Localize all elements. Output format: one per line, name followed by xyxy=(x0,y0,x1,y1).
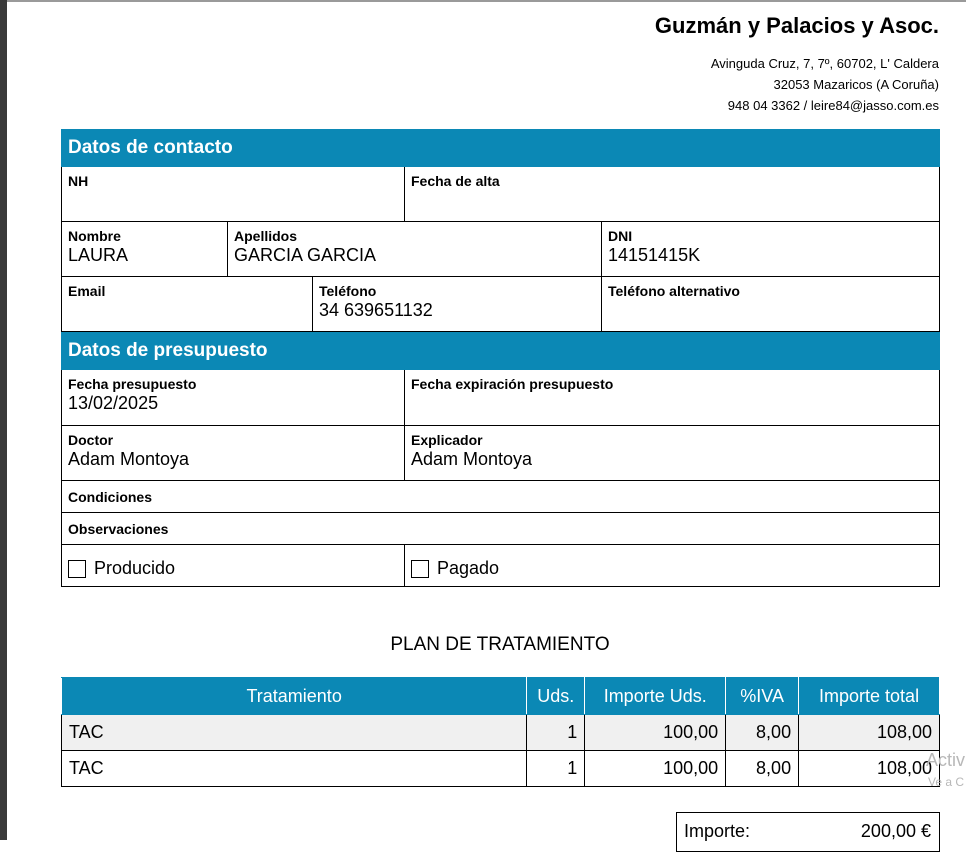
fecha-presupuesto-cell xyxy=(62,370,404,425)
doctor-label: Doctor xyxy=(68,432,114,448)
doctor-cell xyxy=(62,426,404,480)
telefono-cell xyxy=(312,277,601,331)
fecha-expiracion-cell xyxy=(404,370,939,425)
budget-section-header: Datos de presupuesto xyxy=(61,332,940,370)
cell-tratamiento: TAC xyxy=(62,751,527,787)
activation-watermark-subtext: Ve a C xyxy=(928,775,965,789)
budget-row-observaciones xyxy=(61,513,940,545)
company-name: Guzmán y Palacios y Asoc. xyxy=(654,13,939,38)
cell-tratamiento: TAC xyxy=(62,715,527,751)
dni-label: DNI xyxy=(608,228,633,244)
explicador-label: Explicador xyxy=(411,432,483,448)
total-value: 200,00 € xyxy=(860,821,931,841)
fecha-alta-label: Fecha de alta xyxy=(411,173,500,189)
observaciones-label: Observaciones xyxy=(68,521,169,537)
pagado-checkbox[interactable] xyxy=(411,560,429,578)
col-importe-total: Importe total xyxy=(799,678,940,715)
treatment-header-row xyxy=(62,678,940,715)
cell-uds: 1 xyxy=(527,715,585,751)
company-address-line2: 32053 Mazaricos (A Coruña) xyxy=(773,77,939,92)
nh-cell xyxy=(62,167,404,221)
explicador-cell xyxy=(404,426,939,480)
activation-watermark: Activ xyxy=(926,750,966,770)
cell-uds: 1 xyxy=(527,751,585,787)
contact-row-nh xyxy=(61,167,940,222)
producido-checkbox[interactable] xyxy=(68,560,86,578)
nombre-value: LAURA xyxy=(68,245,129,265)
email-cell xyxy=(62,277,312,331)
apellidos-label: Apellidos xyxy=(234,228,298,244)
fecha-expiracion-label: Fecha expiración presupuesto xyxy=(411,376,614,392)
explicador-value: Adam Montoya xyxy=(411,449,533,469)
table-row xyxy=(62,715,940,751)
nombre-cell xyxy=(62,222,227,276)
cell-importe-uds: 100,00 xyxy=(585,751,726,787)
telefono-label: Teléfono xyxy=(319,283,377,299)
total-label: Importe: xyxy=(684,821,751,841)
contact-row-phone xyxy=(61,277,940,332)
cell-importe-total: 108,00 xyxy=(799,751,940,787)
nombre-label: Nombre xyxy=(68,228,121,244)
apellidos-cell xyxy=(227,222,601,276)
treatment-table xyxy=(61,677,940,787)
viewer-left-edge xyxy=(0,0,7,840)
condiciones-label: Condiciones xyxy=(68,489,153,505)
total-box xyxy=(676,812,940,852)
observaciones-cell xyxy=(62,513,939,544)
budget-row-dates xyxy=(61,370,940,426)
email-label: Email xyxy=(68,283,106,299)
pagado-cell xyxy=(404,545,939,586)
company-contact-line: 948 04 3362 / leire84@jasso.com.es xyxy=(727,98,939,113)
col-uds: Uds. xyxy=(527,678,585,715)
cell-importe-total: 108,00 xyxy=(799,715,940,751)
fecha-presupuesto-value: 13/02/2025 xyxy=(68,393,159,413)
col-tratamiento: Tratamiento xyxy=(62,678,527,715)
budget-row-status xyxy=(61,545,940,587)
company-address-line1: Avinguda Cruz, 7, 7º, 60702, L' Caldera xyxy=(710,56,939,71)
table-row xyxy=(62,751,940,787)
col-importe-uds: Importe Uds. xyxy=(585,678,726,715)
contact-section-header: Datos de contacto xyxy=(61,129,940,167)
apellidos-value: GARCIA GARCIA xyxy=(234,245,377,265)
fecha-alta-cell xyxy=(404,167,939,221)
telefono-alt-cell xyxy=(601,277,939,331)
cell-iva: 8,00 xyxy=(726,751,799,787)
budget-row-condiciones xyxy=(61,481,940,513)
pagado-label: Pagado xyxy=(437,558,500,578)
viewer-top-edge xyxy=(7,0,966,2)
condiciones-cell xyxy=(62,481,939,512)
budget-row-staff xyxy=(61,426,940,481)
cell-iva: 8,00 xyxy=(726,715,799,751)
nh-label: NH xyxy=(68,173,89,189)
producido-label: Producido xyxy=(94,558,176,578)
contact-row-name xyxy=(61,222,940,277)
fecha-presupuesto-label: Fecha presupuesto xyxy=(68,376,197,392)
telefono-alt-label: Teléfono alternativo xyxy=(608,283,740,299)
plan-title: PLAN DE TRATAMIENTO xyxy=(390,634,610,655)
producido-cell xyxy=(62,545,404,586)
cell-importe-uds: 100,00 xyxy=(585,715,726,751)
dni-cell xyxy=(601,222,939,276)
telefono-value: 34 639651132 xyxy=(319,300,433,320)
doctor-value: Adam Montoya xyxy=(68,449,190,469)
col-iva: %IVA xyxy=(726,678,799,715)
dni-value: 14151415K xyxy=(608,245,701,265)
